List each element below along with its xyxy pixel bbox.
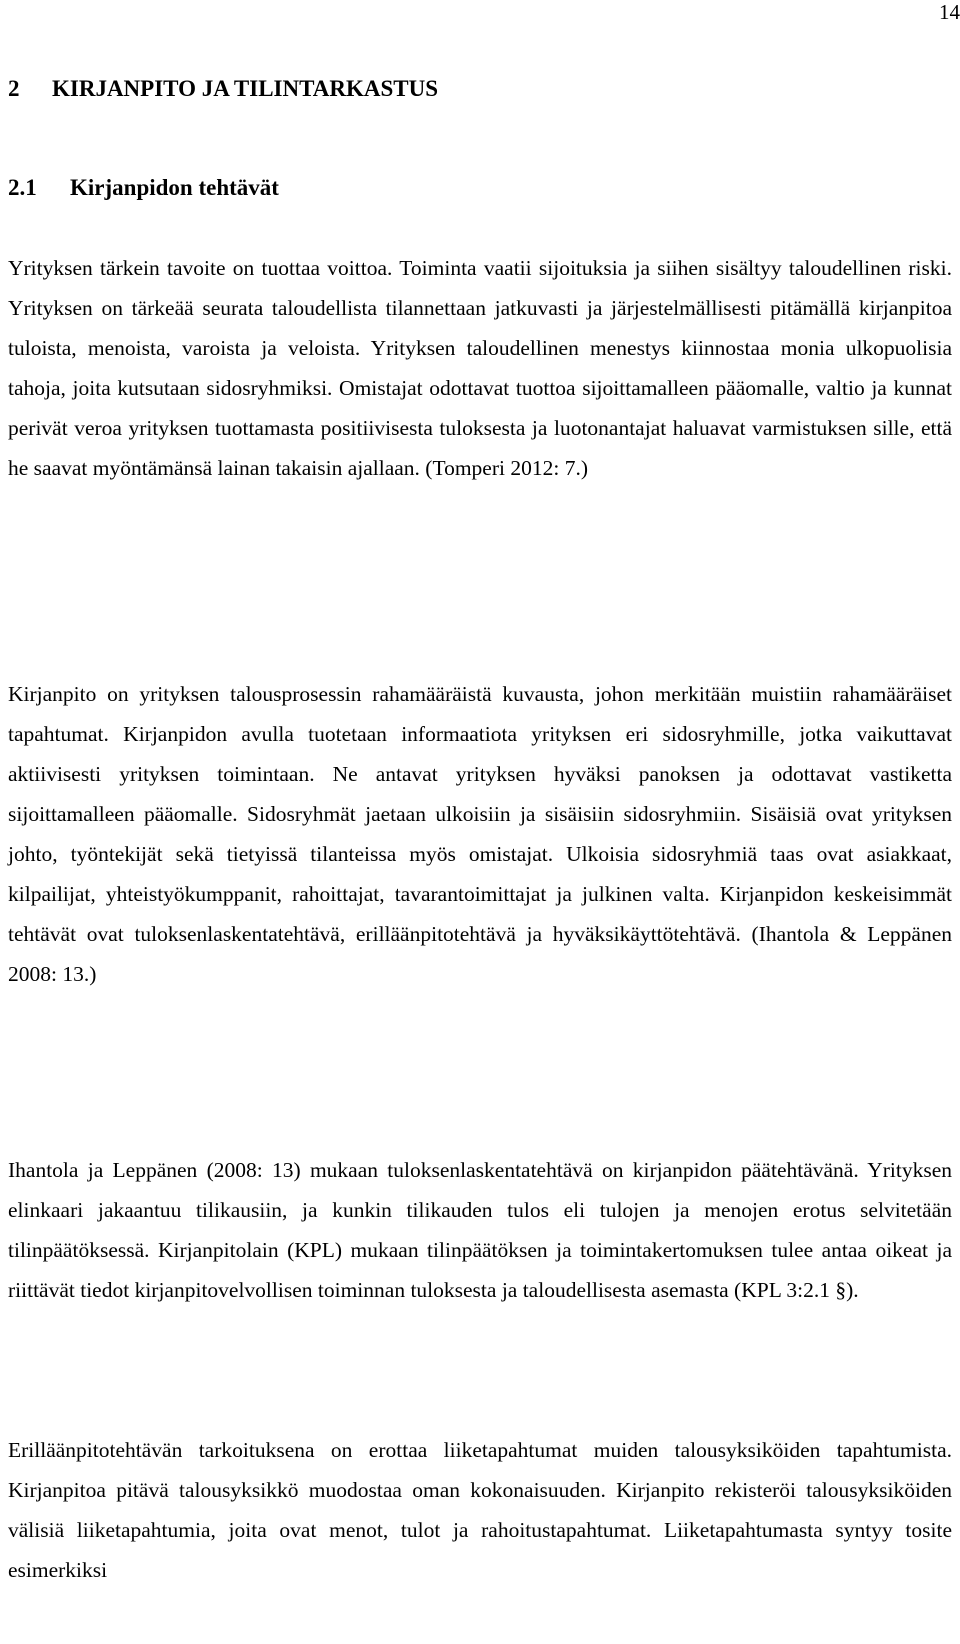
body-paragraph: Yrityksen tärkein tavoite on tuottaa voittoa. Toiminta vaatii sijoituksia ja siihen sisältyy taloudellinen riski. Yrityksen on tärkeää seurata taloudellista tilannettaan jatkuvasti ja järjestelmällisesti pitämällä kirjanpitoa tuloista, menoista, varoista ja veloista. Yrityksen taloudellinen menestys kiinnostaa monia ulkopuolisia tahoja, joita kutsutaan sidosryhmiksi. Omistajat odottavat tuottoa sijoittamalleen pääomalle, valtio ja kunnat perivät veroa yrityksen tuottamasta positiivisesta tuloksesta ja luotonantajat haluavat varmistuksen sille, että he saavat myöntämänsä lainan takaisin ajallaan. (Tomperi 2012: 7.)	[8, 256, 952, 480]
chapter-title: KIRJANPITO JA TILINTARKASTUS	[52, 76, 438, 101]
section-title: Kirjanpidon tehtävät	[70, 175, 279, 200]
body-paragraph: Kirjanpito on yrityksen talousprosessin rahamääräistä kuvausta, johon merkitään muistiin rahamääräiset tapahtumat. Kirjanpidon avulla tuotetaan informaatiota yrityksen eri sidosryhmille, jotka vaikuttavat aktiivisesti yrityksen toimintaan. Ne antavat yrityksen hyväksi panoksen ja odottavat vastiketta sijoittamalleen pääomalle. Sidosryhmät jaetaan ulkoisiin ja sisäisiin sidosryhmiin. Sisäisiä ovat yrityksen johto, työntekijät sekä tietyissä tilanteissa myös omistajat. Ulkoisia sidosryhmiä taas ovat asiakkaat, kilpailijat, yhteistyökumppanit, rahoittajat, tavarantoimittajat ja julkinen valta. Kirjanpidon keskeisimmät tehtävät ovat tuloksenlaskentatehtävä, erilläänpitotehtävä ja hyväksikäyttötehtävä. (Ihantola & Leppänen 2008: 13.)	[8, 682, 952, 986]
section-number: 2.1	[8, 175, 37, 200]
body-paragraph: Erilläänpitotehtävän tarkoituksena on erottaa liiketapahtumat muiden talousyksiköiden tapahtumista. Kirjanpitoa pitävä talousyksikkö muodostaa oman kokonaisuuden. Kirjanpito rekisteröi talousyksiköiden välisiä liiketapahtumia, joita ovat menot, tulot ja rahoitustapahtumat. Liiketapahtumasta syntyy tosite esimerkiksi	[8, 1438, 952, 1582]
section-heading	[8, 175, 279, 201]
chapter-number: 2	[8, 76, 20, 101]
body-paragraph: Ihantola ja Leppänen (2008: 13) mukaan tuloksenlaskentatehtävä on kirjanpidon päätehtävänä. Yrityksen elinkaari jakaantuu tilikausiin, ja kunkin tilikauden tulos eli tulojen ja menojen erotus selvitetään tilinpäätöksessä. Kirjanpitolain (KPL) mukaan tilinpäätöksen ja toimintakertomuksen tulee antaa oikeat ja riittävät tiedot kirjanpitovelvollisen toiminnan tuloksesta ja taloudellisesta asemasta (KPL 3:2.1 §).	[8, 1158, 952, 1302]
chapter-heading	[8, 76, 438, 102]
page-number: 14	[939, 0, 960, 24]
